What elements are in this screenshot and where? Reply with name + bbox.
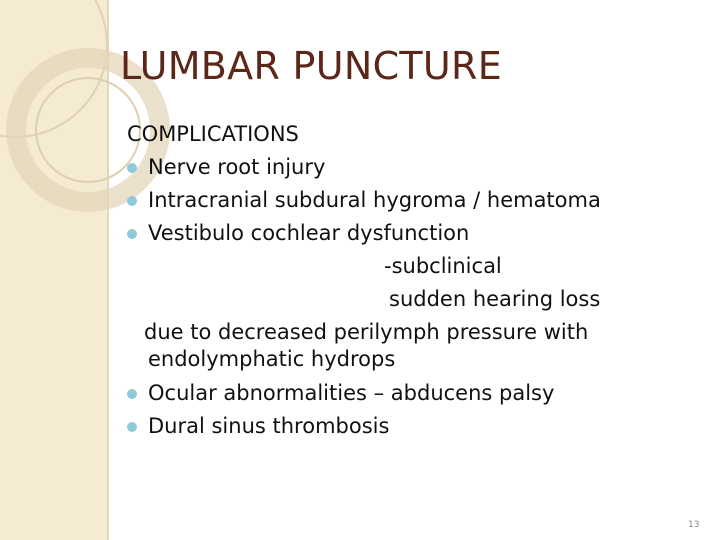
bullet-dot-icon bbox=[127, 163, 137, 173]
bullet-text: Ocular abnormalities – abducens palsy bbox=[148, 381, 555, 405]
sub-line: sudden hearing loss bbox=[389, 287, 601, 311]
page-number: 13 bbox=[688, 520, 700, 530]
slide-title: LUMBAR PUNCTURE bbox=[120, 44, 503, 88]
sub-line: -subclinical bbox=[384, 254, 502, 278]
bullet-item bbox=[127, 377, 707, 410]
paragraph-line: endolymphatic hydrops bbox=[148, 347, 396, 371]
explanation-paragraph bbox=[127, 319, 707, 373]
bullet-dot-icon bbox=[127, 422, 137, 432]
bullet-item bbox=[127, 184, 707, 217]
bullet-item bbox=[127, 217, 707, 250]
bullet-dot-icon bbox=[127, 389, 137, 399]
bullet-text: Dural sinus thrombosis bbox=[148, 414, 390, 438]
bullet-text: Nerve root injury bbox=[148, 155, 326, 179]
paragraph-line: due to decreased perilymph pressure with bbox=[144, 320, 589, 344]
slide-content bbox=[127, 118, 707, 443]
bullet-text: Vestibulo cochlear dysfunction bbox=[148, 221, 470, 245]
bullet-text: Intracranial subdural hygroma / hematoma bbox=[148, 188, 601, 212]
bullet-item bbox=[127, 410, 707, 443]
bullet-dot-icon bbox=[127, 196, 137, 206]
section-heading: COMPLICATIONS bbox=[127, 122, 299, 146]
bullet-dot-icon bbox=[127, 229, 137, 239]
bullet-item bbox=[127, 151, 707, 184]
